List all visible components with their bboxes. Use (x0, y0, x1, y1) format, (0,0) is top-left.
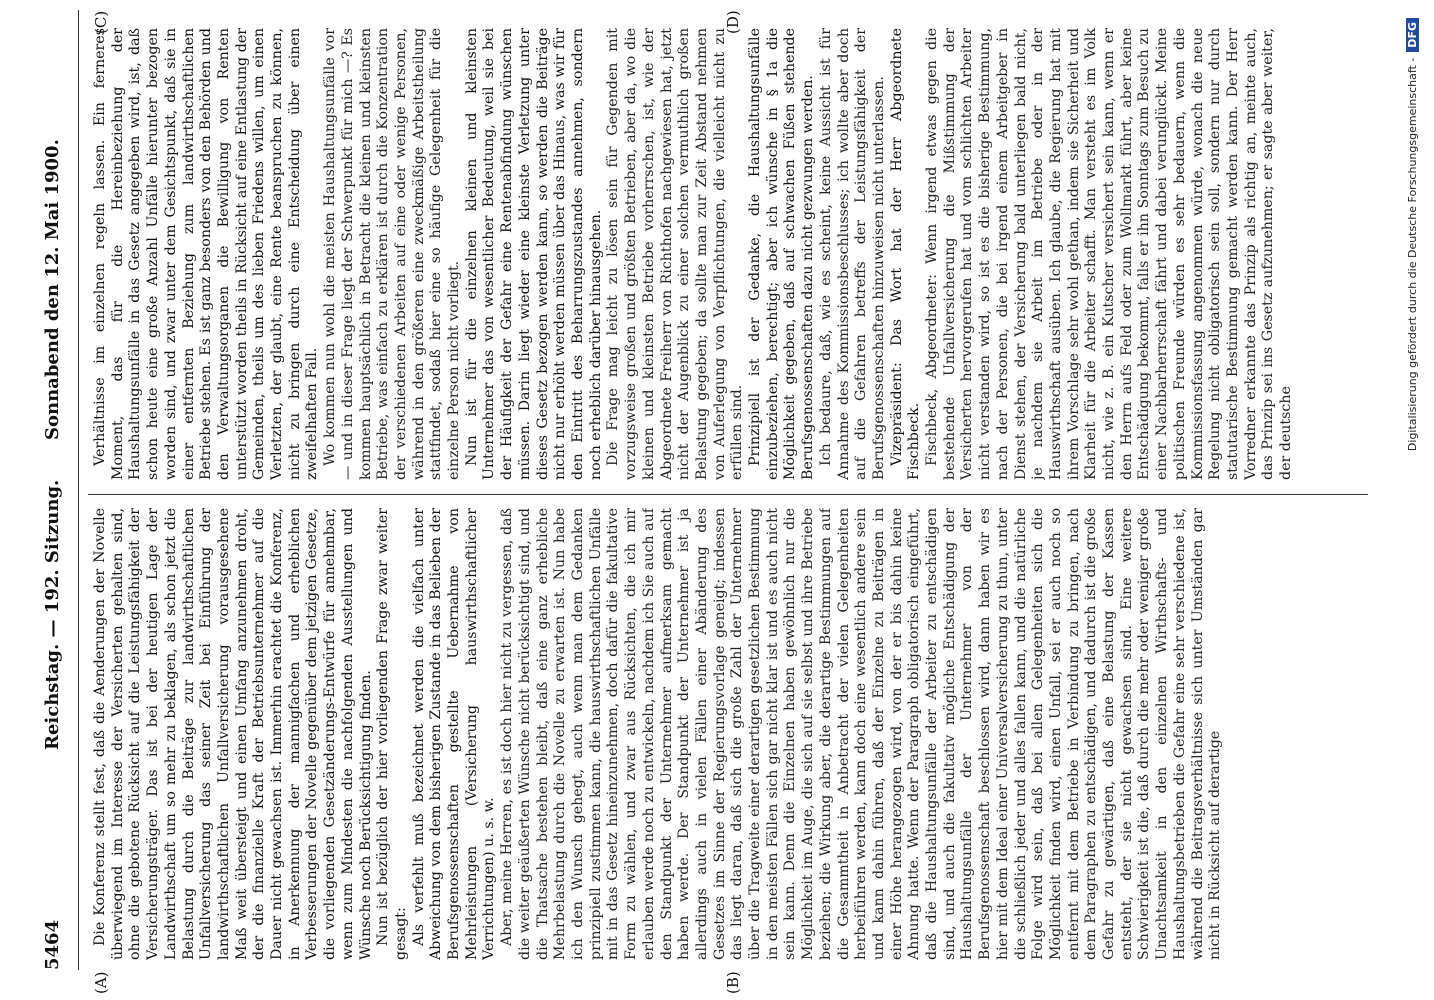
header-rule (78, 10, 79, 970)
column-divider (88, 494, 1368, 495)
dfg-logo: DFG (1406, 18, 1419, 52)
marker-c: (C) (92, 10, 110, 34)
right-paragraph-2: Nun ist für die einzelnen kleinen und kleinsten Unternehmer das von wesentlicher Bedeutung, weil sie bei der Häufigkeit der Gefahr eine Rentenabfindung wünschen müssen. Darin liegt wieder eine kleinste Verletzung unter dieses Gesetz bezogen werden kann, so werden die Beiträge nicht nur erhöht werden müssen über das Hinaus, was wir für den Eintritt des Beharrungszustandes annehmen, sondern noch erheblich darüber hinausgehen. (463, 28, 604, 480)
marker-d: (D) (724, 10, 742, 34)
right-paragraph-4: Vizepräsident: Das Wort hat der Herr Abgeordnete Fischbeck. (888, 28, 923, 480)
digitization-credit (1406, 0, 1419, 1000)
left-paragraph-2: Nun ist bezüglich der hier vorliegenden Frage zwar weiter gesagt: (375, 508, 409, 960)
right-paragraph-3: Prinzipiell ist der Gedanke, die Haushaltungsunfälle einzubeziehen, berechtigt; aber ich wünsche in § 1a die Möglichkeit gegeben, daß auf schwachen Füßen stehende Berufsgenossenschaften dazu nicht gezwungen werden. (747, 28, 817, 480)
right-column-body-4: Fischbeck, Abgeordneter: Wenn irgend etwas gegen die bestehende Unfallversicherung die Mißstimmung der Versicherten hervorgerufen hat und vom schlichten Arbeiter nicht verstanden wird, so ist es die bisherige Bestimmung, nach der Personen, die bei irgend einem Arbeitgeber in Dienst stehen, der Versicherung bald unterliegen bald nicht, je nachdem sie Arbeit im Betriebe oder in der Hauswirthschaft ausüben. Ich glaube, die Regierung hat mit ihrem Vorschlage sehr wohl gethan, indem sie Sicherheit und Klarheit für die Arbeiter schafft. Man versteht es im Volk nicht, wie z. B. ein Kutscher versichert sein kann, wenn er den Herrn aufs Feld oder zum Wollmarkt führt, aber keine Entschädigung bekommt, falls er ihn Sonntags zum Besuch zu einer Nachbarherrschaft fährt und dabei verunglückt. Meine politischen Freunde würden es sehr bedauern, wenn die Kommissionsfassung angenommen würde, wonach die neue Regelung nicht obligatorisch sein soll, sondern nur durch statutarische Bestimmung gemacht werden kann. Der Herr Vorredner erkannte das Prinzip als richtig an, meinte auch, das Prinzip sei ins Gesetz aufzunehmen; er sagte aber weiter, der deutsche (924, 28, 1295, 480)
right-column (92, 28, 1362, 480)
digitization-text: Digitalisierung gefördert durch die Deutsche Forschungsgemeinschaft - (1406, 57, 1419, 452)
page-number: 5464 (42, 919, 63, 970)
marker-a: (A) (92, 971, 110, 994)
left-column (92, 508, 1362, 960)
right-column-body-3: Ich bedaure, daß, wie es scheint, keine Aussicht ist für Annahme des Kommissionsbeschlusses; ich wollte aber doch auf die Gefahren betreffs der Leistungsfähigkeit der Berufsgenossenschaften hinzuweisen nicht unterlassen. (817, 28, 887, 480)
session-date: Sonnabend den 12. Mai 1900. (42, 139, 63, 440)
right-column-body-2: Die Frage mag leicht zu lösen sein für Gegenden mit vorzugsweise großen und größten Betrieben, aber da, wo die kleinen und kleinsten Betriebe vorherrschen, ist, wie der Abgeordnete Freiherr von Richthofen nachgewiesen hat, jetzt nicht der Augenblick zu einer solchen vermuthlich großen Belastung gegeben; da sollte man zur Zeit Abstand nehmen von Auferlegung von Verpflichtungen, die vielleicht nicht zu erfüllen sind. (605, 28, 746, 480)
session-title: Reichstag. — 192. Sitzung. (42, 479, 63, 750)
left-paragraph-3: Als verfehlt muß bezeichnet werden die vielfach unter Abweichung von dem bisherigen Zustande in das Belieben der Berufsgenossenschaften gestellte Uebernahme von Mehrleistungen (Versicherung hauswirthschaftlicher Verrichtungen) u. s. w. (410, 508, 498, 960)
right-column-body-1: Wo kommen nun wohl die meisten Haushaltungsunfälle vor — und in dieser Frage liegt der Schwerpunkt für mich —? Es kommen hauptsächlich in Betracht die kleinen und kleinsten Betriebe, was einfach zu erklären ist durch die Konzentration der verschiedenen Arbeiten auf eine oder wenige Personen, während in den größeren eine zweckmäßige Arbeitstheilung stattfindet, sodaß hier eine so häufige Gelegenheit für die einzelne Person nicht vorliegt. (322, 28, 463, 480)
right-paragraph-1: Verhältnisse im einzelnen regeln lassen. Ein ferneres Moment, das für die Hereinbeziehung der Haushaltungsunfälle in das Gesetz angegeben wird, ist, daß schon heute eine große Anzahl Unfälle hierunter bezogen worden sind, und zwar unter dem Gesichtspunkt, daß sie in einer entfernten Beziehung zum landwirthschaftlichen Betriebe stehen. Es ist ganz besonders von den Behörden und den Verwaltungsorganen die Bewilligung von Renten unterstützt worden theils in Rücksicht auf eine Entlastung der Gemeinden, theils um des lieben Friedens willen, um einen Verletzten, der glaubt, eine Rente beanspruchen zu können, nicht zu bringen durch eine Entscheidung über einen zweifelhaften Fall. (92, 28, 321, 480)
left-column-body: Aber, meine Herren, es ist doch hier nicht zu vergessen, daß die weiter geäußerten Wünsche nicht berücksichtigt sind, und die Thatsache bestehen bleibt, daß eine ganz erhebliche Mehrbelastung durch die Novelle zu erwarten ist. Nun habe ich den Wunsch gehegt, auch wenn man dem Gedanken prinzipiell zustimmen kann, die hauswirthschaftlichen Unfälle mit in das Gesetz hineinzunehmen, doch dafür die fakultative Form zu wählen, und zwar aus Rücksichten, die ich mir erlauben werde noch zu entwickeln, nachdem ich Sie auch auf den Standpunkt der Unternehmer aufmerksam gemacht haben werde. Der Standpunkt der Unternehmer ist ja allerdings auch in vielen Fällen einer Abänderung des Gesetzes im Sinne der Regierungsvorlage geneigt; indessen das liegt daran, daß sich die große Zahl der Unternehmer über die Tragweite einer derartigen gesetzlichen Bestimmung in den meisten Fällen sich gar nicht klar ist und es auch nicht sein kann. Denn die Einzelnen haben gewöhnlich nur die Möglichkeit im Auge, die sich auf sie selbst und ihre Betriebe beziehen; die Wirkung aber, die derartige Bestimmungen auf die Gesammtheit in Anbetracht der vielen Gelegenheiten herbeiführen werden, kann doch eine wesentlich andere sein und kann dahin führen, daß der Einzelne zu Beiträgen in einer Höhe herangezogen wird, von der er bis dahin keine Ahnung hatte. Wenn der Paragraph obligatorisch eingeführt, daß die Haushaltungsunfälle der Arbeiter zu entschädigen sind, und auch die fakultativ mögliche Entschädigung der Haushaltungsunfälle der Unternehmer von der Berufsgenossenschaft beschlossen wird, dann haben wir es hier mit dem Ideal einer Universalversicherung zu thun, unter die schließlich jeder und alles fallen kann, und die natürliche Folge wird sein, daß bei allen Gelegenheiten sich die Möglichkeit finden wird, einen Unfall, sei er auch noch so entfernt mit dem Betriebe in Verbindung zu bringen, nach dem Paragraphen zu entschädigen, und dadurch ist die große Gefahr zu gewärtigen, daß eine Belastung der Kassen entsteht, der sie nicht gewachsen sind. Eine weitere Schwierigkeit ist die, daß durch die mehr oder weniger große Unachtsamkeit in den einzelnen Wirthschafts- und Haushaltungsbetrieben die Gefahr eine sehr verschiedene ist, während die Beitragsverhältnisse sich unter Umständen gar nicht in Rücksicht auf derartige (499, 508, 1224, 960)
marker-b: (B) (724, 971, 742, 994)
left-paragraph-1: Die Konferenz stellt fest, daß die Aenderungen der Novelle überwiegend im Interesse der Versicherten gehalten sind, ohne die gebotene Rücksicht auf die Leistungsfähigkeit der Versicherungsträger. Das ist bei der heutigen Lage der Landwirthschaft um so mehr zu beklagen, als schon jetzt die Belastung durch die Beiträge zur landwirthschaftlichen Unfallversicherung das seiner Zeit bei Einführung der landwirthschaftlichen Unfallversicherung vorausgesehene Maß weit übersteigt und einen Umfang anzunehmen droht, der die finanzielle Kraft der Betriebsunternehmer auf die Dauer nicht gewachsen ist. Immerhin erachtet die Konferenz, in Anerkennung der mannigfachen und erheblichen Verbesserungen der Novelle gegenüber dem jetzigen Gesetze, die vorliegenden Gesetzänderungs-Entwürfe für annehmbar, wenn zum Mindesten die nachfolgenden Ausstellungen und Wünsche noch Berücksichtigung finden. (92, 508, 374, 960)
